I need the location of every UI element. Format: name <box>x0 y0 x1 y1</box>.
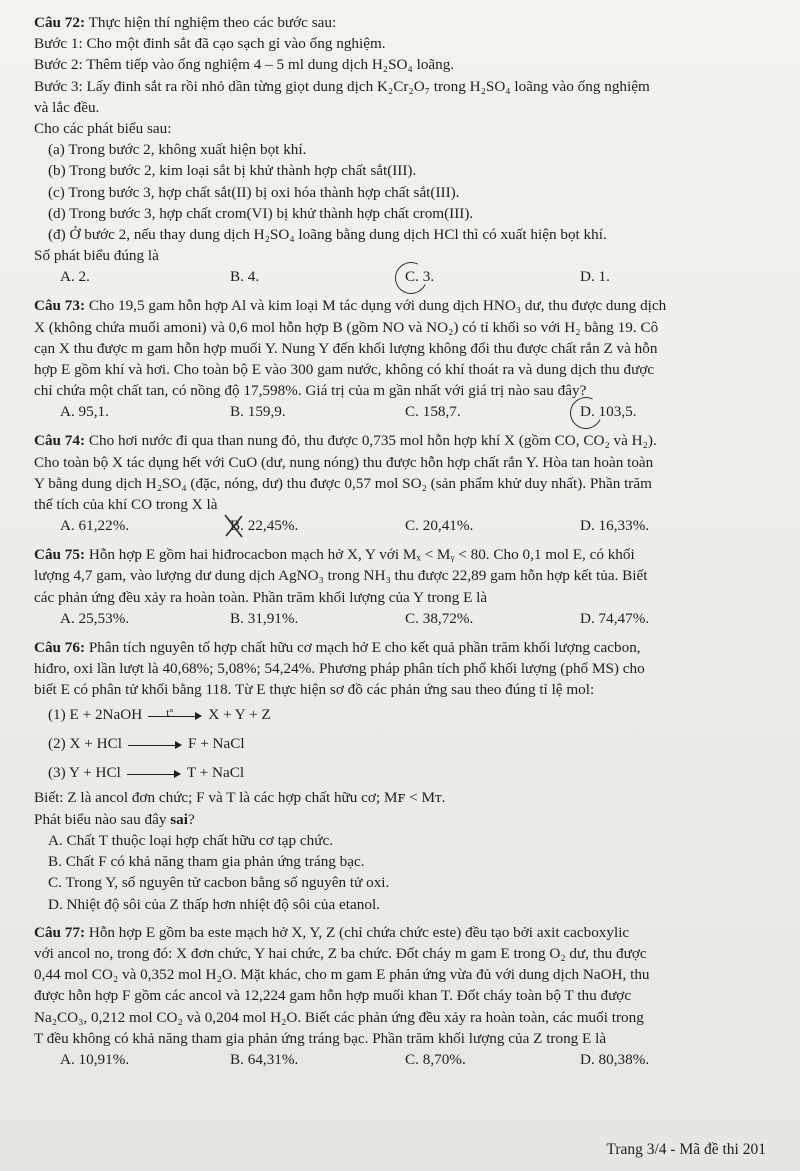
option-b: B. 4. <box>230 268 260 286</box>
answer-options <box>34 608 762 630</box>
option-b: B. Chất F có khả năng tham gia phản ứng tráng bạc. <box>48 853 365 871</box>
question-text: X (không chứa muối amoni) và 0,6 mol hỗn hợp B (gồm NO và NO₂) có tỉ khối so với H₂ bằng 19. Cô <box>34 318 659 336</box>
reaction-1: (1) E + 2NaOH t° X + Y + Z <box>48 706 271 724</box>
option-c: C. 38,72%. <box>405 609 474 627</box>
option-a: A. 2. <box>60 268 90 286</box>
question-74 <box>34 430 762 537</box>
question-text: với ancol no, trong đó: X đơn chức, Y hai chức, Z ba chức. Đốt cháy m gam E trong O₂ dư, thu được <box>34 944 647 962</box>
option-c: C. 8,70%. <box>405 1050 466 1068</box>
question-text: Bước 2: Thêm tiếp vào ống nghiệm 4 – 5 ml dung dịch H₂SO₄ loãng. <box>34 56 455 74</box>
question-77 <box>34 922 762 1071</box>
question-text: Hỗn hợp E gồm ba este mạch hở X, Y, Z (chỉ chứa chức este) đều tạo bởi axit cacboxylic <box>88 923 630 941</box>
question-number: Câu 75: <box>34 546 86 564</box>
statement: (đ) Ở bước 2, nếu thay dung dịch H₂SO₄ loãng bằng dung dịch HCl thì có xuất hiện bọt khí. <box>48 226 607 244</box>
statement: (b) Trong bước 2, kim loại sắt bị khử thành hợp chất sắt(III). <box>48 162 417 180</box>
question-number: Câu 73: <box>34 297 86 315</box>
option-a: A. Chất T thuộc loại hợp chất hữu cơ tạp chức. <box>48 831 334 849</box>
question-75 <box>34 544 762 630</box>
question-text: lượng 4,7 gam, vào lượng dư dung dịch AgNO₃ trong NH₃ thu được 22,89 gam hỗn hợp kết tủa. Biết <box>34 567 648 585</box>
reaction-3: (3) Y + HCl T + NaCl <box>48 764 245 782</box>
question-number: Câu 74: <box>34 432 86 450</box>
reaction-2: (2) X + HCl F + NaCl <box>48 735 245 753</box>
page-footer: Trang 3/4 - Mã đề thi 201 <box>606 1141 766 1158</box>
option-a: A. 61,22%. <box>60 517 130 535</box>
question-text: Hỗn hợp E gồm hai hiđrocacbon mạch hở X, Y với Mₓ < Mᵧ < 80. Cho 0,1 mol E, có khối <box>88 546 635 564</box>
question-text: Cho các phát biểu sau: <box>34 120 172 138</box>
question-text: biết E có phân tử khối bằng 118. Từ E thực hiện sơ đồ các phản ứng sau theo đúng tỉ lệ mol: <box>34 681 595 699</box>
answer-options <box>34 401 762 423</box>
option-a: A. 10,91%. <box>60 1050 130 1068</box>
question-text: Thực hiện thí nghiệm theo các bước sau: <box>88 14 337 31</box>
statement: (c) Trong bước 3, hợp chất sắt(II) bị oxi hóa thành hợp chất sắt(III). <box>48 183 460 201</box>
option-a: A. 25,53%. <box>60 609 130 627</box>
question-number: Câu 72: <box>34 14 86 31</box>
question-text: và lắc đều. <box>34 98 100 116</box>
statement: (d) Trong bước 3, hợp chất crom(VI) bị khử thành hợp chất crom(III). <box>48 204 474 222</box>
option-d-circled: D. 103,5. <box>580 401 637 423</box>
question-text: các phản ứng đều xảy ra hoàn toàn. Phần trăm khối lượng của Y trong E là <box>34 588 488 606</box>
pen-cross-mark <box>222 513 246 539</box>
question-76 <box>34 637 762 915</box>
question-note: Biết: Z là ancol đơn chức; F và T là các hợp chất hữu cơ; Mꜰ < Mᴛ. <box>34 789 446 807</box>
question-text: Na₂CO₃, 0,212 mol CO₂ và 0,204 mol H₂O. Biết các phản ứng đều xảy ra hoàn toàn, các muối trong <box>34 1008 644 1026</box>
option-d: D. 74,47%. <box>580 609 650 627</box>
option-b: B. 159,9. <box>230 403 286 421</box>
question-text: được hỗn hợp F gồm các ancol và 12,224 gam hỗn hợp muối khan T. Đốt cháy toàn bộ T thu được <box>34 987 632 1005</box>
question-number: Câu 77: <box>34 923 86 941</box>
option-d: D. Nhiệt độ sôi của Z thấp hơn nhiệt độ sôi của etanol. <box>48 895 380 913</box>
question-ask: Phát biểu nào sau đây sai? <box>34 810 195 828</box>
question-text: Y bằng dung dịch H₂SO₄ (đặc, nóng, dư) thu được 0,57 mol SO₂ (sản phẩm khử duy nhất). Phần trăm <box>34 474 652 492</box>
question-text: hiđro, oxi lần lượt là 40,68%; 5,08%; 54,24%. Phương pháp phân tích phổ khối lượng (phổ MS) cho <box>34 660 645 678</box>
question-text: Phân tích nguyên tố hợp chất hữu cơ mạch hở E cho kết quả phần trăm khối lượng cacbon, <box>88 638 641 656</box>
question-text: Cho hơi nước đi qua than nung đỏ, thu được 0,735 mol hỗn hợp khí X (gồm CO, CO₂ và H₂). <box>88 432 657 450</box>
option-b: B. 31,91%. <box>230 609 299 627</box>
question-text: Bước 1: Cho một đinh sắt đã cạo sạch gỉ vào ống nghiệm. <box>34 35 386 53</box>
option-d: D. 80,38%. <box>580 1050 650 1068</box>
question-text: thể tích của khí CO trong X là <box>34 496 218 514</box>
question-text: Cho 19,5 gam hỗn hợp Al và kim loại M tác dụng với dung dịch HNO₃ dư, thu được dung dịch <box>88 297 667 315</box>
answer-options <box>34 1049 762 1071</box>
question-ask: Số phát biểu đúng là <box>34 247 159 265</box>
answer-options <box>34 515 762 537</box>
question-text: chỉ chứa một chất tan, có nồng độ 17,598%. Giá trị của m gần nhất với giá trị nào sau đây? <box>34 382 587 400</box>
option-c-circled: C. 3. <box>405 266 580 288</box>
option-b: B. 64,31%. <box>230 1050 299 1068</box>
question-text: Bước 3: Lấy đinh sắt ra rồi nhỏ dần từng giọt dung dịch K₂Cr₂O₇ trong H₂SO₄ loãng vào ống nghiệm <box>34 77 650 95</box>
answer-options <box>34 266 762 288</box>
question-text: cạn X thu được m gam hỗn hợp muối Y. Nung Y đến khối lượng không đổi thu được chất rắn Z và hỗn <box>34 339 658 357</box>
option-d: D. 1. <box>580 268 610 286</box>
option-c: C. Trong Y, số nguyên tử cacbon bằng số nguyên tử oxi. <box>48 874 390 892</box>
option-d: D. 16,33%. <box>580 517 650 535</box>
question-text: T đều không có khả năng tham gia phản ứng tráng bạc. Phần trăm khối lượng của Z trong E là <box>34 1029 607 1047</box>
question-number: Câu 76: <box>34 638 86 656</box>
option-a: A. 95,1. <box>60 403 109 421</box>
question-text: Cho toàn bộ X tác dụng hết với CuO (dư, nung nóng) thu được hỗn hợp chất rắn Y. Hòa tan hoàn toàn <box>34 453 654 471</box>
option-c: C. 20,41%. <box>405 517 474 535</box>
option-c: C. 158,7. <box>405 403 461 421</box>
statement: (a) Trong bước 2, không xuất hiện bọt khí. <box>48 141 307 159</box>
question-73 <box>34 295 762 423</box>
option-b-crossed: B. 22,45%. <box>230 515 405 537</box>
question-text: hợp E gồm khí và hơi. Cho toàn bộ E vào 300 gam nước, không có khí thoát ra và dung dịch thu được <box>34 361 655 379</box>
question-text: 0,44 mol CO₂ và 0,352 mol H₂O. Mặt khác, cho m gam E phản ứng vừa đủ với dung dịch NaOH, thu <box>34 966 650 984</box>
question-72 <box>34 12 762 288</box>
